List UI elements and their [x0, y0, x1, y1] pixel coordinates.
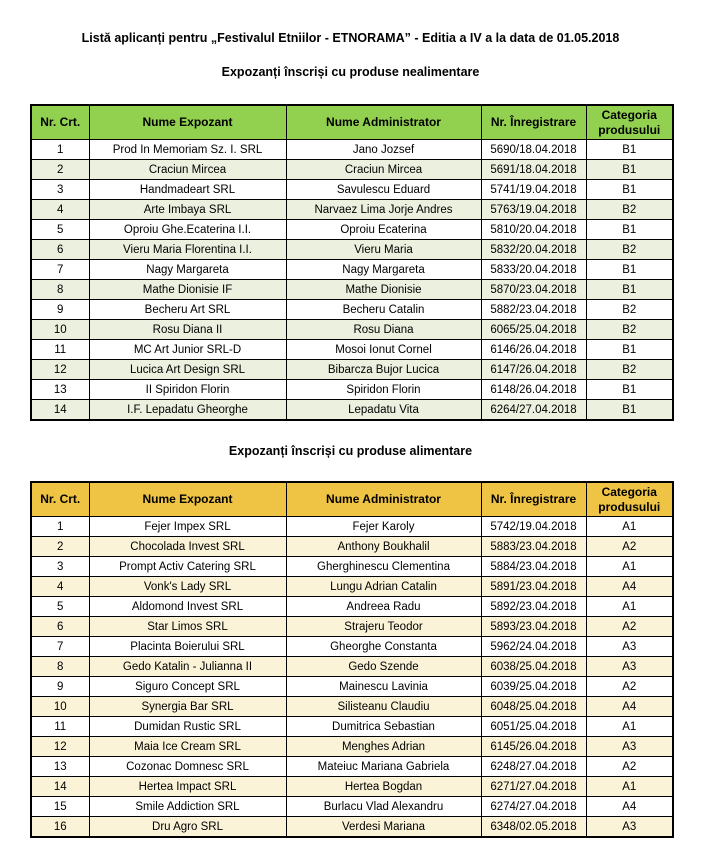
table-row — [31, 737, 673, 757]
section-subtitle-food: Expozanți înscriși cu produse alimentare — [228, 444, 473, 458]
table-row — [31, 697, 673, 717]
table-row — [31, 380, 673, 400]
cell-categoria: A2 — [586, 617, 673, 637]
cell-nume-expozant: Prompt Activ Catering SRL — [89, 557, 286, 577]
cell-nr-inregistrare: 5882/23.04.2018 — [481, 300, 586, 320]
cell-nr-crt: 11 — [31, 340, 89, 360]
cell-categoria: B1 — [586, 140, 673, 160]
cell-nr-inregistrare: 6051/25.04.2018 — [481, 717, 586, 737]
cell-nume-expozant: Vonk's Lady SRL — [89, 577, 286, 597]
cell-nume-administrator: Mathe Dionisie — [286, 280, 481, 300]
cell-nume-expozant: Cozonac Domnesc SRL — [89, 757, 286, 777]
cell-nume-administrator: Spiridon Florin — [286, 380, 481, 400]
table-row — [31, 577, 673, 597]
column-header-categoria: Categoria produsului — [586, 105, 673, 140]
table-row — [31, 220, 673, 240]
cell-nume-administrator: Jano Jozsef — [286, 140, 481, 160]
cell-nr-crt: 9 — [31, 300, 89, 320]
cell-nr-crt: 2 — [31, 160, 89, 180]
cell-nume-administrator: Lepadatu Vita — [286, 400, 481, 421]
cell-nume-administrator: Nagy Margareta — [286, 260, 481, 280]
cell-nr-inregistrare: 5891/23.04.2018 — [481, 577, 586, 597]
cell-nr-inregistrare: 5832/20.04.2018 — [481, 240, 586, 260]
table-row — [31, 200, 673, 220]
cell-nume-administrator: Menghes Adrian — [286, 737, 481, 757]
cell-nr-crt: 1 — [31, 517, 89, 537]
cell-nr-crt: 1 — [31, 140, 89, 160]
cell-nume-expozant: II Spiridon Florin — [89, 380, 286, 400]
cell-nr-crt: 11 — [31, 717, 89, 737]
cell-nr-crt: 5 — [31, 220, 89, 240]
cell-categoria: A1 — [586, 557, 673, 577]
cell-categoria: B1 — [586, 260, 673, 280]
cell-categoria: A3 — [586, 817, 673, 838]
cell-nume-administrator: Gedo Szende — [286, 657, 481, 677]
cell-nr-crt: 6 — [31, 617, 89, 637]
cell-nr-crt: 12 — [31, 360, 89, 380]
cell-nume-expozant: Dru Agro SRL — [89, 817, 286, 838]
cell-nume-expozant: Becheru Art SRL — [89, 300, 286, 320]
section-food-exhibitors — [0, 444, 701, 838]
cell-nr-inregistrare: 5870/23.04.2018 — [481, 280, 586, 300]
column-header-nr-inregistrare: Nr. Înregistrare — [481, 482, 586, 517]
table-row — [31, 717, 673, 737]
cell-nume-expozant: Fejer Impex SRL — [89, 517, 286, 537]
cell-nr-crt: 3 — [31, 180, 89, 200]
cell-nr-inregistrare: 5810/20.04.2018 — [481, 220, 586, 240]
cell-nume-administrator: Andreea Radu — [286, 597, 481, 617]
cell-nr-crt: 9 — [31, 677, 89, 697]
cell-nr-inregistrare: 6065/25.04.2018 — [481, 320, 586, 340]
cell-nr-crt: 12 — [31, 737, 89, 757]
cell-categoria: B1 — [586, 340, 673, 360]
cell-categoria: B2 — [586, 200, 673, 220]
table-row — [31, 180, 673, 200]
cell-nume-expozant: Rosu Diana II — [89, 320, 286, 340]
section-nonfood-exhibitors — [0, 65, 701, 421]
cell-nume-expozant: Smile Addiction SRL — [89, 797, 286, 817]
cell-nume-administrator: Craciun Mircea — [286, 160, 481, 180]
cell-nr-crt: 7 — [31, 260, 89, 280]
column-header-nr-crt: Nr. Crt. — [31, 482, 89, 517]
cell-nr-crt: 2 — [31, 537, 89, 557]
table-row — [31, 340, 673, 360]
cell-nr-crt: 10 — [31, 697, 89, 717]
cell-nr-inregistrare: 6038/25.04.2018 — [481, 657, 586, 677]
table-row — [31, 360, 673, 380]
column-header-categoria: Categoria produsului — [586, 482, 673, 517]
cell-nr-inregistrare: 6147/26.04.2018 — [481, 360, 586, 380]
cell-nr-crt: 7 — [31, 637, 89, 657]
cell-nume-administrator: Mainescu Lavinia — [286, 677, 481, 697]
column-header-nume-expozant: Nume Expozant — [89, 482, 286, 517]
cell-nr-crt: 13 — [31, 380, 89, 400]
cell-nume-expozant: Star Limos SRL — [89, 617, 286, 637]
table-row — [31, 300, 673, 320]
cell-nr-crt: 8 — [31, 280, 89, 300]
cell-nume-administrator: Rosu Diana — [286, 320, 481, 340]
cell-nume-administrator: Strajeru Teodor — [286, 617, 481, 637]
cell-categoria: A4 — [586, 577, 673, 597]
cell-nume-administrator: Gherghinescu Clementina — [286, 557, 481, 577]
cell-categoria: A4 — [586, 697, 673, 717]
table-row — [31, 817, 673, 838]
cell-categoria: B1 — [586, 180, 673, 200]
cell-nr-inregistrare: 6048/25.04.2018 — [481, 697, 586, 717]
table-row — [31, 320, 673, 340]
table-row — [31, 777, 673, 797]
cell-nume-expozant: Lucica Art Design SRL — [89, 360, 286, 380]
cell-nr-inregistrare: 6271/27.04.2018 — [481, 777, 586, 797]
cell-nume-administrator: Savulescu Eduard — [286, 180, 481, 200]
cell-nume-expozant: Siguro Concept SRL — [89, 677, 286, 697]
column-header-nr-inregistrare: Nr. Înregistrare — [481, 105, 586, 140]
cell-categoria: A4 — [586, 797, 673, 817]
table-row — [31, 617, 673, 637]
table-row — [31, 280, 673, 300]
table-row — [31, 677, 673, 697]
cell-nume-administrator: Oproiu Ecaterina — [286, 220, 481, 240]
cell-nr-crt: 16 — [31, 817, 89, 838]
cell-nr-inregistrare: 6264/27.04.2018 — [481, 400, 586, 421]
section-subtitle-nonfood: Expozanți înscriși cu produse nealimentare — [221, 65, 480, 79]
cell-nume-administrator: Dumitrica Sebastian — [286, 717, 481, 737]
cell-categoria: A3 — [586, 637, 673, 657]
cell-categoria: B2 — [586, 360, 673, 380]
table-row — [31, 557, 673, 577]
cell-categoria: B1 — [586, 380, 673, 400]
cell-categoria: B2 — [586, 300, 673, 320]
cell-categoria: A3 — [586, 657, 673, 677]
cell-nr-inregistrare: 6145/26.04.2018 — [481, 737, 586, 757]
cell-nume-expozant: Synergia Bar SRL — [89, 697, 286, 717]
cell-nume-expozant: Placinta Boierului SRL — [89, 637, 286, 657]
column-header-nume-administrator: Nume Administrator — [286, 105, 481, 140]
table-row — [31, 757, 673, 777]
cell-nr-crt: 4 — [31, 577, 89, 597]
cell-categoria: A1 — [586, 597, 673, 617]
table-header-row — [31, 482, 673, 517]
cell-nume-expozant: Mathe Dionisie IF — [89, 280, 286, 300]
cell-nr-crt: 14 — [31, 400, 89, 421]
cell-nume-administrator: Anthony Boukhalil — [286, 537, 481, 557]
cell-nr-crt: 3 — [31, 557, 89, 577]
cell-nume-administrator: Bibarcza Bujor Lucica — [286, 360, 481, 380]
cell-nume-expozant: Craciun Mircea — [89, 160, 286, 180]
cell-categoria: B1 — [586, 400, 673, 421]
column-header-nume-administrator: Nume Administrator — [286, 482, 481, 517]
cell-categoria: B2 — [586, 320, 673, 340]
table-row — [31, 537, 673, 557]
cell-nr-inregistrare: 5763/19.04.2018 — [481, 200, 586, 220]
table-row — [31, 260, 673, 280]
cell-categoria: A2 — [586, 677, 673, 697]
table-row — [31, 400, 673, 421]
cell-nr-inregistrare: 6146/26.04.2018 — [481, 340, 586, 360]
table-row — [31, 797, 673, 817]
cell-categoria: A1 — [586, 717, 673, 737]
cell-nume-expozant: Handmadeart SRL — [89, 180, 286, 200]
table-row — [31, 160, 673, 180]
cell-nume-administrator: Mosoi Ionut Cornel — [286, 340, 481, 360]
table-row — [31, 637, 673, 657]
cell-nr-inregistrare: 5833/20.04.2018 — [481, 260, 586, 280]
cell-nr-inregistrare: 5690/18.04.2018 — [481, 140, 586, 160]
cell-categoria: A1 — [586, 777, 673, 797]
table-row — [31, 140, 673, 160]
cell-nr-inregistrare: 5691/18.04.2018 — [481, 160, 586, 180]
cell-nume-expozant: I.F. Lepadatu Gheorghe — [89, 400, 286, 421]
cell-nr-crt: 4 — [31, 200, 89, 220]
document-title: Listă aplicanți pentru „Festivalul Etniilor - ETNORAMA” - Editia a IV a la data de 01.05.2018 — [81, 31, 620, 45]
cell-nume-expozant: Aldomond Invest SRL — [89, 597, 286, 617]
cell-nr-crt: 10 — [31, 320, 89, 340]
cell-categoria: A1 — [586, 517, 673, 537]
cell-nr-inregistrare: 5962/24.04.2018 — [481, 637, 586, 657]
cell-nr-inregistrare: 5892/23.04.2018 — [481, 597, 586, 617]
cell-nr-crt: 13 — [31, 757, 89, 777]
cell-nume-administrator: Silisteanu Claudiu — [286, 697, 481, 717]
cell-nume-administrator: Mateiuc Mariana Gabriela — [286, 757, 481, 777]
cell-nume-administrator: Fejer Karoly — [286, 517, 481, 537]
cell-nr-crt: 8 — [31, 657, 89, 677]
cell-nr-inregistrare: 5741/19.04.2018 — [481, 180, 586, 200]
cell-categoria: B1 — [586, 160, 673, 180]
cell-nr-inregistrare: 5883/23.04.2018 — [481, 537, 586, 557]
cell-categoria: B1 — [586, 280, 673, 300]
cell-nume-expozant: Prod In Memoriam Sz. I. SRL — [89, 140, 286, 160]
cell-nume-administrator: Verdesi Mariana — [286, 817, 481, 838]
cell-nume-expozant: Arte Imbaya SRL — [89, 200, 286, 220]
cell-categoria: B1 — [586, 220, 673, 240]
cell-nume-expozant: Gedo Katalin - Julianna II — [89, 657, 286, 677]
cell-nr-inregistrare: 6148/26.04.2018 — [481, 380, 586, 400]
cell-nume-expozant: Oproiu Ghe.Ecaterina I.I. — [89, 220, 286, 240]
cell-nr-inregistrare: 6348/02.05.2018 — [481, 817, 586, 838]
cell-nume-expozant: Hertea Impact SRL — [89, 777, 286, 797]
cell-nr-inregistrare: 6248/27.04.2018 — [481, 757, 586, 777]
cell-nr-crt: 6 — [31, 240, 89, 260]
cell-nr-inregistrare: 6274/27.04.2018 — [481, 797, 586, 817]
cell-nume-expozant: Maia Ice Cream SRL — [89, 737, 286, 757]
column-header-nume-expozant: Nume Expozant — [89, 105, 286, 140]
cell-categoria: A3 — [586, 737, 673, 757]
table-row — [31, 240, 673, 260]
cell-nr-inregistrare: 5884/23.04.2018 — [481, 557, 586, 577]
cell-nr-inregistrare: 6039/25.04.2018 — [481, 677, 586, 697]
cell-nume-expozant: MC Art Junior SRL-D — [89, 340, 286, 360]
cell-nume-expozant: Nagy Margareta — [89, 260, 286, 280]
cell-nume-administrator: Hertea Bogdan — [286, 777, 481, 797]
cell-nume-expozant: Dumidan Rustic SRL — [89, 717, 286, 737]
cell-nr-inregistrare: 5742/19.04.2018 — [481, 517, 586, 537]
cell-categoria: A2 — [586, 537, 673, 557]
cell-nume-expozant: Vieru Maria Florentina I.I. — [89, 240, 286, 260]
cell-categoria: B2 — [586, 240, 673, 260]
cell-nume-administrator: Burlacu Vlad Alexandru — [286, 797, 481, 817]
column-header-nr-crt: Nr. Crt. — [31, 105, 89, 140]
cell-nume-administrator: Vieru Maria — [286, 240, 481, 260]
cell-nr-inregistrare: 5893/23.04.2018 — [481, 617, 586, 637]
table-row — [31, 597, 673, 617]
cell-nume-administrator: Gheorghe Constanta — [286, 637, 481, 657]
cell-nr-crt: 15 — [31, 797, 89, 817]
cell-categoria: A2 — [586, 757, 673, 777]
cell-nr-crt: 14 — [31, 777, 89, 797]
cell-nume-administrator: Becheru Catalin — [286, 300, 481, 320]
table-nonfood-exhibitors — [30, 104, 674, 421]
table-header-row — [31, 105, 673, 140]
cell-nume-expozant: Chocolada Invest SRL — [89, 537, 286, 557]
table-row — [31, 517, 673, 537]
cell-nume-administrator: Narvaez Lima Jorje Andres — [286, 200, 481, 220]
cell-nume-administrator: Lungu Adrian Catalin — [286, 577, 481, 597]
table-food-exhibitors — [30, 481, 674, 838]
cell-nr-crt: 5 — [31, 597, 89, 617]
table-row — [31, 657, 673, 677]
